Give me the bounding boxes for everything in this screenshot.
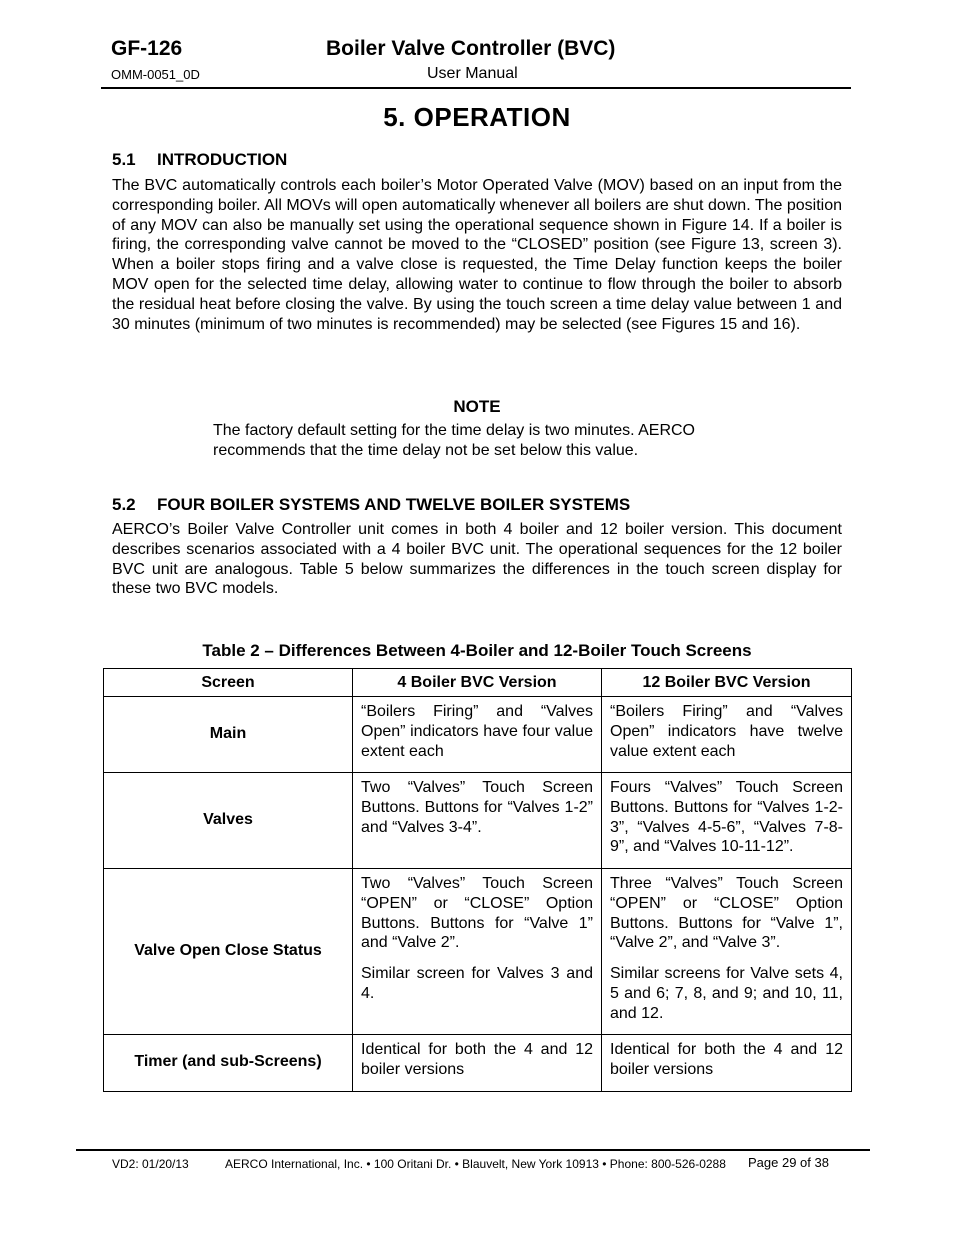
heading-number: 5.1 [112, 150, 136, 169]
doc-title: Boiler Valve Controller (BVC) [326, 37, 616, 60]
cell-paragraph: Three “Valves” Touch Screen “OPEN” or “CLOSE” Option Buttons. Buttons for “Valve 1”, “Valve 2”, and “Valve 3”. [610, 875, 843, 952]
table-caption: Table 2 – Differences Between 4-Boiler and 12-Boiler Touch Screens [202, 641, 752, 660]
twelve-boiler-cell: “Boilers Firing” and “Valves Open” indicators have twelve value extent each [602, 697, 852, 773]
row-screen-name: Valves [104, 773, 353, 869]
twelve-boiler-cell [602, 869, 852, 1035]
four-boiler-cell [353, 869, 602, 1035]
row-screen-name: Timer (and sub-Screens) [104, 1035, 353, 1092]
note-text: The factory default setting for the time delay is two minutes. AERCO recommends that the time delay not be set below this value. [213, 422, 695, 459]
section-title: 5. OPERATION [383, 102, 571, 132]
column-header: 4 Boiler BVC Version [353, 669, 602, 697]
cell-paragraph: Similar screens for Valve sets 4, 5 and 6; 7, 8, and 9; and 10, 11, and 12. [610, 965, 843, 1022]
table-row [104, 697, 852, 773]
table-row [104, 773, 852, 869]
row-screen-name: Main [104, 697, 353, 773]
heading-systems [112, 495, 630, 515]
note-title: NOTE [453, 397, 501, 416]
introduction-paragraph: The BVC automatically controls each boiler’s Motor Operated Valve (MOV) based on an input from the corresponding boiler. All MOVs will open automatically whenever all boilers are shut down. The position of any MOV can also be manually set using the operational sequence shown in Figure 14. If a boiler is firing, the corresponding valve cannot be moved to the “CLOSED” position (see Figure 13, screen 3). When a boiler stops firing and a valve close is requested, the Time Delay function keeps the boiler MOV open for the selected time delay, allowing water to continue to flow through the boiler to absorb the residual heat before closing the valve. By using the touch screen a time delay value between 1 and 30 minutes (minimum of two minutes is recommended) may be selected (see Figures 15 and 16). [112, 177, 842, 333]
differences-table [103, 668, 852, 1092]
table-row [104, 869, 852, 1035]
column-header: Screen [104, 669, 353, 697]
doc-number: OMM-0051_0D [111, 67, 200, 82]
four-boiler-cell: Two “Valves” Touch Screen Buttons. Buttons for “Valves 1-2” and “Valves 3-4”. [353, 773, 602, 869]
footer-rule [76, 1149, 870, 1151]
heading-number: 5.2 [112, 495, 136, 514]
four-boiler-cell: Identical for both the 4 and 12 boiler versions [353, 1035, 602, 1092]
footer-version: VD2: 01/20/13 [112, 1157, 189, 1171]
heading-introduction [112, 150, 287, 170]
twelve-boiler-cell: Identical for both the 4 and 12 boiler versions [602, 1035, 852, 1092]
heading-text: FOUR BOILER SYSTEMS AND TWELVE BOILER SYSTEMS [157, 495, 631, 514]
cell-paragraph: Similar screen for Valves 3 and 4. [361, 965, 593, 1002]
heading-text: INTRODUCTION [157, 150, 288, 169]
doc-subtitle: User Manual [427, 65, 518, 82]
doc-id: GF-126 [111, 37, 183, 60]
systems-paragraph: AERCO’s Boiler Valve Controller unit comes in both 4 boiler and 12 boiler version. This document describes scenarios associated with a 4 boiler BVC unit. The operational sequences for the 12 boiler BVC unit are analogous. Table 5 below summarizes the differences in the touch screen display for these two BVC models. [112, 521, 842, 598]
page-number: Page 29 of 38 [748, 1155, 829, 1170]
column-header: 12 Boiler BVC Version [602, 669, 852, 697]
footer-address: AERCO International, Inc. • 100 Oritani Dr. • Blauvelt, New York 10913 • Phone: 800-526-0288 [225, 1157, 726, 1171]
row-screen-name: Valve Open Close Status [104, 869, 353, 1035]
header-rule [101, 87, 851, 89]
cell-paragraph: Two “Valves” Touch Screen “OPEN” or “CLOSE” Option Buttons. Buttons for “Valve 1” and “Valve 2”. [361, 875, 593, 952]
twelve-boiler-cell: Fours “Valves” Touch Screen Buttons. Buttons for “Valves 1-2-3”, “Valves 4-5-6”, “Valves 7-8-9”, and “Valves 10-11-12”. [602, 773, 852, 869]
four-boiler-cell: “Boilers Firing” and “Valves Open” indicators have four value extent each [353, 697, 602, 773]
table-header-row [104, 669, 852, 697]
table-row [104, 1035, 852, 1092]
